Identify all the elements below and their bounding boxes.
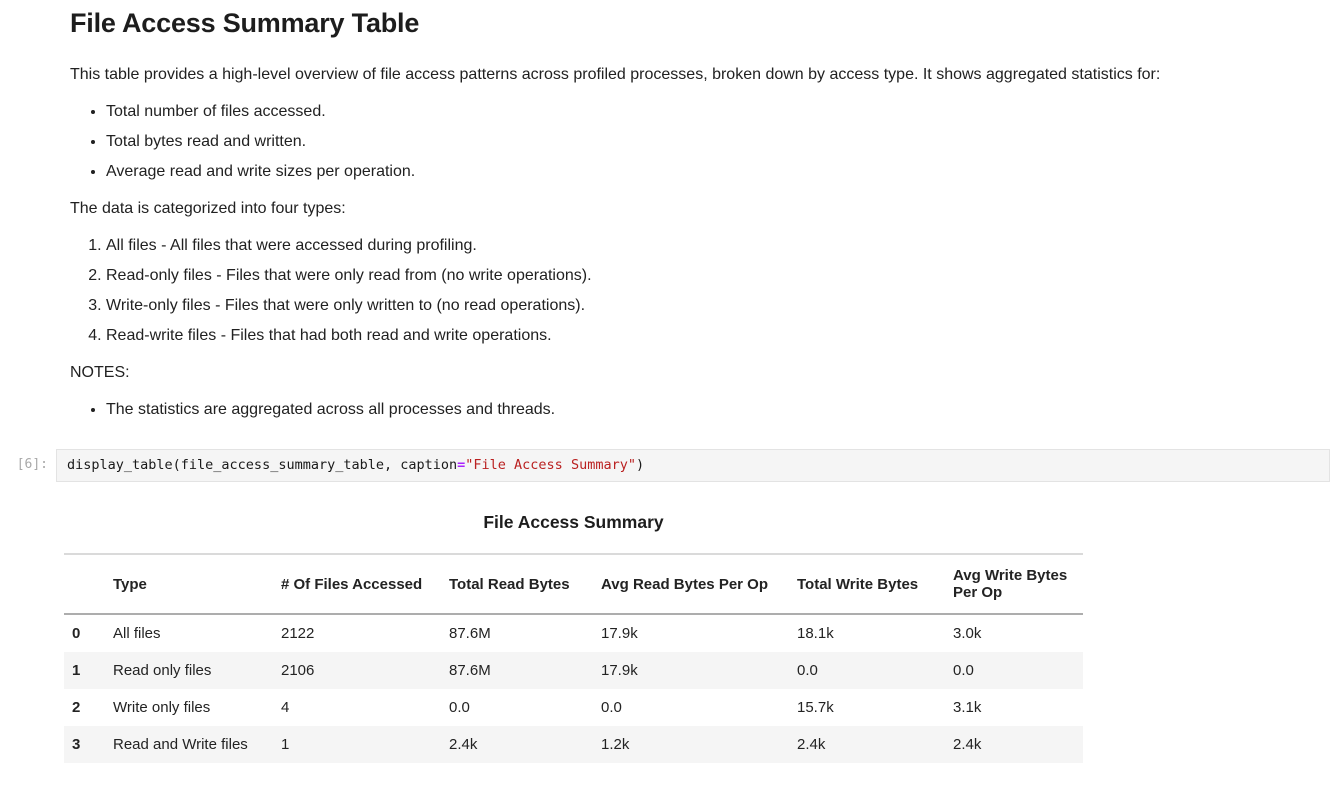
table-cell: 17.9k <box>601 625 638 642</box>
table-cell: 0.0 <box>449 699 470 716</box>
table-row <box>64 652 1083 689</box>
table-cell: 15.7k <box>797 699 834 716</box>
column-header: Avg Read Bytes Per Op <box>601 575 768 593</box>
column-header: # Of Files Accessed <box>281 575 423 593</box>
row-index: 3 <box>72 736 81 753</box>
intro-paragraph: This table provides a high-level overview of file access patterns across profiled processes, broken down by access type. It shows aggregated statistics for: <box>70 66 1161 83</box>
page-title: File Access Summary Table <box>70 8 420 38</box>
table-caption: File Access Summary <box>483 512 664 532</box>
table-cell: 18.1k <box>797 625 834 642</box>
table-cell: 2.4k <box>797 736 826 753</box>
list-item: 3. Write-only files - Files that were only written to (no read operations). <box>106 296 1260 315</box>
table-cell: 4 <box>281 699 290 716</box>
categories-intro: The data is categorized into four types: <box>70 200 346 217</box>
code-input[interactable] <box>56 449 1330 482</box>
list-item: • Total number of files accessed. <box>106 102 1260 121</box>
code-cell <box>0 449 1330 482</box>
list-item: • Total bytes read and written. <box>106 132 1260 151</box>
summary-table <box>64 553 1083 763</box>
table-cell: 2106 <box>281 662 315 679</box>
table-cell: All files <box>113 625 161 642</box>
table-cell: 1.2k <box>601 736 630 753</box>
table-row <box>64 726 1083 763</box>
code-text: display_table(file_access_summary_table, caption <box>67 457 458 473</box>
column-header: Total Read Bytes <box>449 575 570 593</box>
table-row <box>64 689 1083 726</box>
table-cell: 17.9k <box>601 662 638 679</box>
list-item: 4. Read-write files - Files that had both read and write operations. <box>106 326 1260 345</box>
code-operator: = <box>457 457 466 473</box>
categories-numbered-list <box>70 236 1260 345</box>
code-text: ) <box>635 457 645 473</box>
table-cell: Write only files <box>113 699 211 716</box>
table-cell: Read only files <box>113 662 212 679</box>
execution-count-prompt: [6]: <box>16 457 48 472</box>
table-cell: 2.4k <box>953 736 982 753</box>
notes-label: NOTES: <box>70 364 130 381</box>
table-cell: 1 <box>281 736 290 753</box>
table-cell: 3.0k <box>953 625 982 642</box>
table-cell: 0.0 <box>953 662 974 679</box>
list-item: 2. Read-only files - Files that were only read from (no write operations). <box>106 266 1260 285</box>
table-row <box>64 614 1083 652</box>
index-column-header <box>64 554 105 614</box>
row-index: 1 <box>72 662 81 679</box>
column-header: Total Write Bytes <box>797 575 919 593</box>
stats-bullet-list <box>70 102 1260 181</box>
column-header: Avg Write Bytes Per Op <box>953 567 1068 601</box>
cell-output <box>64 512 1083 763</box>
table-cell: 87.6M <box>449 625 491 642</box>
table-cell: 3.1k <box>953 699 982 716</box>
table-body <box>64 614 1083 763</box>
notes-bullet-list <box>70 400 1260 419</box>
list-item: • The statistics are aggregated across all processes and threads. <box>106 400 1260 419</box>
row-index: 0 <box>72 625 81 642</box>
list-item: 1. All files - All files that were accessed during profiling. <box>106 236 1260 255</box>
table-cell: 2.4k <box>449 736 478 753</box>
row-index: 2 <box>72 699 81 716</box>
table-cell: 0.0 <box>797 662 818 679</box>
table-cell: 2122 <box>281 625 315 642</box>
list-item: • Average read and write sizes per operation. <box>106 162 1260 181</box>
column-header: Type <box>113 575 147 593</box>
code-string-literal: "File Access Summary" <box>465 457 636 473</box>
table-cell: 0.0 <box>601 699 622 716</box>
table-header <box>64 554 1083 614</box>
table-cell: 87.6M <box>449 662 491 679</box>
table-cell: Read and Write files <box>113 736 248 753</box>
header-row <box>64 554 1083 614</box>
